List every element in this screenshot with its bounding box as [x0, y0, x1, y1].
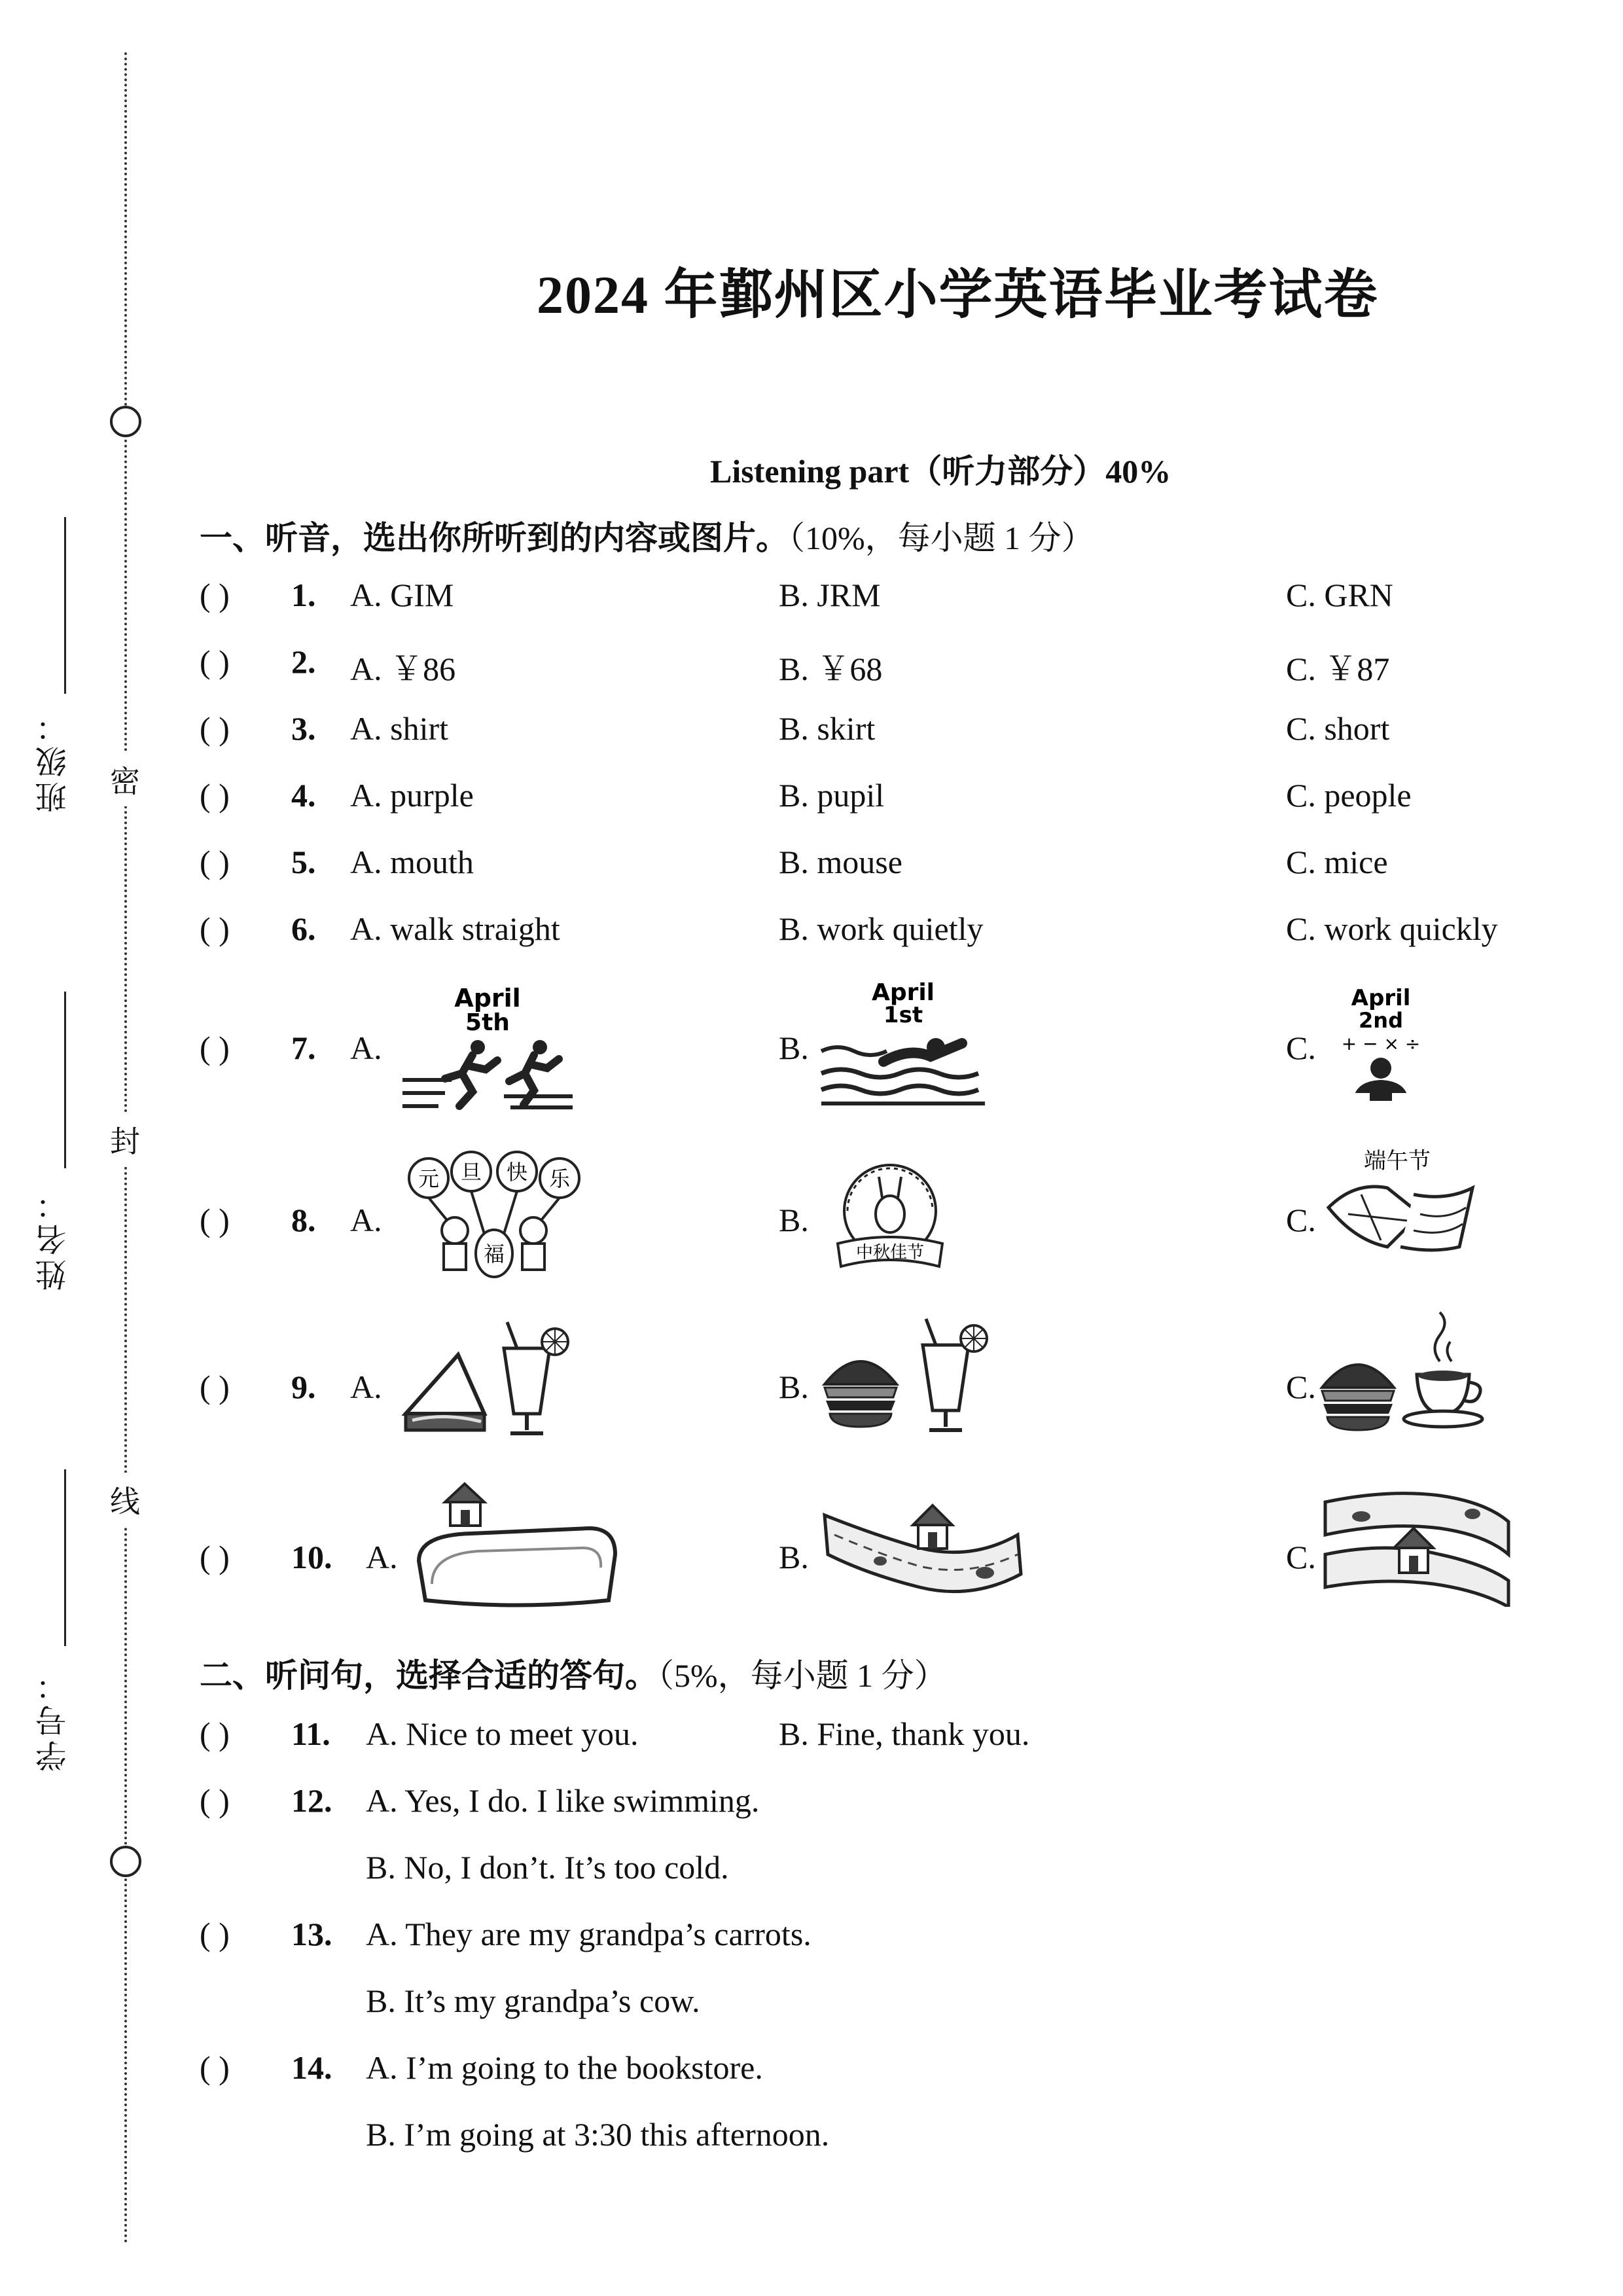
- option-a: A.: [350, 1369, 382, 1405]
- option-a: A.: [366, 1539, 398, 1575]
- option-b: B. work quietly: [779, 910, 984, 947]
- option-b: B. It’s my grandpa’s cow.: [366, 1982, 700, 2019]
- answer-paren[interactable]: ( ): [200, 1030, 230, 1066]
- question-number: 11.: [291, 1715, 330, 1752]
- seal-mi: 密: [110, 753, 140, 806]
- class-blank-line: [64, 517, 66, 694]
- banner-char: 旦: [460, 1160, 482, 1185]
- option-a: A. They are my grandpa’s carrots.: [366, 1916, 812, 1952]
- option-b: B.: [779, 1539, 809, 1575]
- option-b: B.: [779, 1030, 809, 1066]
- name-blank-line: [64, 992, 66, 1168]
- banner-char: 元: [418, 1166, 440, 1191]
- class-label: 班级：: [37, 707, 71, 813]
- caption-date: 2nd: [1359, 1008, 1403, 1033]
- answer-paren[interactable]: ( ): [200, 1715, 230, 1752]
- caption-date: 1st: [883, 1002, 923, 1028]
- option-b: B. I’m going at 3:30 this afternoon.: [366, 2116, 830, 2153]
- question-number: 14.: [291, 2049, 332, 2086]
- caption-april: April: [1351, 985, 1411, 1011]
- option-b: B. pupil: [779, 777, 885, 814]
- caption-april: April: [871, 979, 935, 1006]
- seal-feng: 封: [110, 1113, 140, 1166]
- swimming-picture[interactable]: [818, 975, 988, 1106]
- banner-char: 乐: [548, 1166, 571, 1191]
- fu-char: 福: [483, 1242, 505, 1266]
- answer-paren[interactable]: ( ): [200, 577, 230, 613]
- running-race-picture[interactable]: [399, 982, 576, 1113]
- option-b: B. No, I don’t. It’s too cold.: [366, 1849, 729, 1886]
- answer-paren[interactable]: ( ): [200, 1539, 230, 1575]
- section2-heading: [200, 1649, 947, 1696]
- section1-points: （10%，每小题 1 分）: [789, 520, 1094, 556]
- option-b: B.: [779, 1369, 809, 1405]
- option-c: C. ￥87: [1286, 651, 1390, 687]
- id-label: 学号：: [37, 1666, 71, 1772]
- question-number: 10.: [291, 1539, 332, 1575]
- math-symbols: + − × ÷: [1341, 1033, 1421, 1054]
- question-number: 2.: [291, 643, 316, 680]
- question-number: 5.: [291, 844, 316, 880]
- option-a: A. GIM: [350, 577, 454, 613]
- option-c: C.: [1286, 1369, 1316, 1405]
- option-a: A. purple: [350, 777, 474, 814]
- answer-paren[interactable]: ( ): [200, 710, 230, 747]
- id-blank-line: [64, 1469, 66, 1646]
- option-c: C.: [1286, 1030, 1316, 1066]
- question-number: 9.: [291, 1369, 316, 1405]
- section2-points: （5%，每小题 1 分）: [658, 1657, 947, 1694]
- answer-paren[interactable]: ( ): [200, 643, 230, 680]
- question-number: 8.: [291, 1202, 316, 1238]
- option-a: A. shirt: [350, 710, 448, 747]
- option-a: A. mouth: [350, 844, 474, 880]
- option-b: B. ￥68: [779, 651, 883, 687]
- option-a: A.: [350, 1202, 382, 1238]
- option-c: C. GRN: [1286, 577, 1393, 613]
- answer-paren[interactable]: ( ): [200, 777, 230, 814]
- option-c: C. people: [1286, 777, 1412, 814]
- answer-paren[interactable]: ( ): [200, 2049, 230, 2086]
- question-number: 13.: [291, 1916, 332, 1952]
- math-class-picture[interactable]: [1315, 982, 1446, 1106]
- option-c: C. work quickly: [1286, 910, 1498, 947]
- question-number: 12.: [291, 1782, 332, 1819]
- festival-title: 端午节: [1364, 1148, 1431, 1174]
- answer-paren[interactable]: ( ): [200, 910, 230, 947]
- ribbon-text: 中秋佳节: [855, 1243, 925, 1263]
- question-number: 6.: [291, 910, 316, 947]
- option-b: B.: [779, 1202, 809, 1238]
- answer-paren[interactable]: ( ): [200, 1916, 230, 1952]
- banner-char: 快: [506, 1160, 528, 1185]
- option-a: A. Nice to meet you.: [366, 1715, 639, 1752]
- mid-autumn-picture[interactable]: [821, 1158, 959, 1276]
- option-b: B. Fine, thank you.: [779, 1715, 1030, 1752]
- option-c: C. short: [1286, 710, 1390, 747]
- option-b: B. mouse: [779, 844, 902, 880]
- question-number: 4.: [291, 777, 316, 814]
- option-a: A. walk straight: [350, 910, 560, 947]
- house-by-lake-picture[interactable]: [412, 1476, 622, 1613]
- house-on-road-picture[interactable]: [821, 1489, 1024, 1607]
- answer-paren[interactable]: ( ): [200, 844, 230, 880]
- burger-coffee-picture[interactable]: [1315, 1309, 1492, 1440]
- section2-title: 二、听问句，选择合适的答句。: [200, 1657, 658, 1694]
- section1-heading: [200, 512, 1094, 559]
- answer-paren[interactable]: ( ): [200, 1202, 230, 1238]
- sandwich-juice-picture[interactable]: [399, 1316, 576, 1446]
- question-number: 1.: [291, 577, 316, 613]
- punch-hole-top: [110, 406, 141, 437]
- new-year-picture[interactable]: [399, 1149, 589, 1280]
- option-b: B. skirt: [779, 710, 876, 747]
- option-c: C.: [1286, 1202, 1316, 1238]
- caption-date: 5th: [465, 1009, 510, 1036]
- option-c: C. mice: [1286, 844, 1388, 880]
- section1-title: 一、听音，选出你所听到的内容或图片。: [200, 520, 789, 556]
- punch-hole-bottom: [110, 1846, 141, 1877]
- option-c: C.: [1286, 1539, 1316, 1575]
- answer-paren[interactable]: ( ): [200, 1369, 230, 1405]
- answer-paren[interactable]: ( ): [200, 1782, 230, 1819]
- option-a: A. I’m going to the bookstore.: [366, 2049, 763, 2086]
- option-a: A.: [350, 1030, 382, 1066]
- question-number: 7.: [291, 1030, 316, 1066]
- page-title: 2024 年鄞州区小学英语毕业考试卷: [537, 265, 1379, 325]
- burger-juice-picture[interactable]: [818, 1312, 995, 1443]
- dragon-boat-picture[interactable]: [1315, 1142, 1479, 1273]
- question-number: 3.: [291, 710, 316, 747]
- option-a: A. Yes, I do. I like swimming.: [366, 1782, 760, 1819]
- seal-xian: 线: [110, 1473, 140, 1526]
- name-label: 姓名：: [37, 1185, 71, 1291]
- option-b: B. JRM: [779, 577, 881, 613]
- option-a: A. ￥86: [350, 651, 456, 687]
- part-title: Listening part（听力部分）40%: [710, 453, 1171, 490]
- house-between-roads-picture[interactable]: [1322, 1482, 1512, 1607]
- caption-april: April: [454, 984, 521, 1013]
